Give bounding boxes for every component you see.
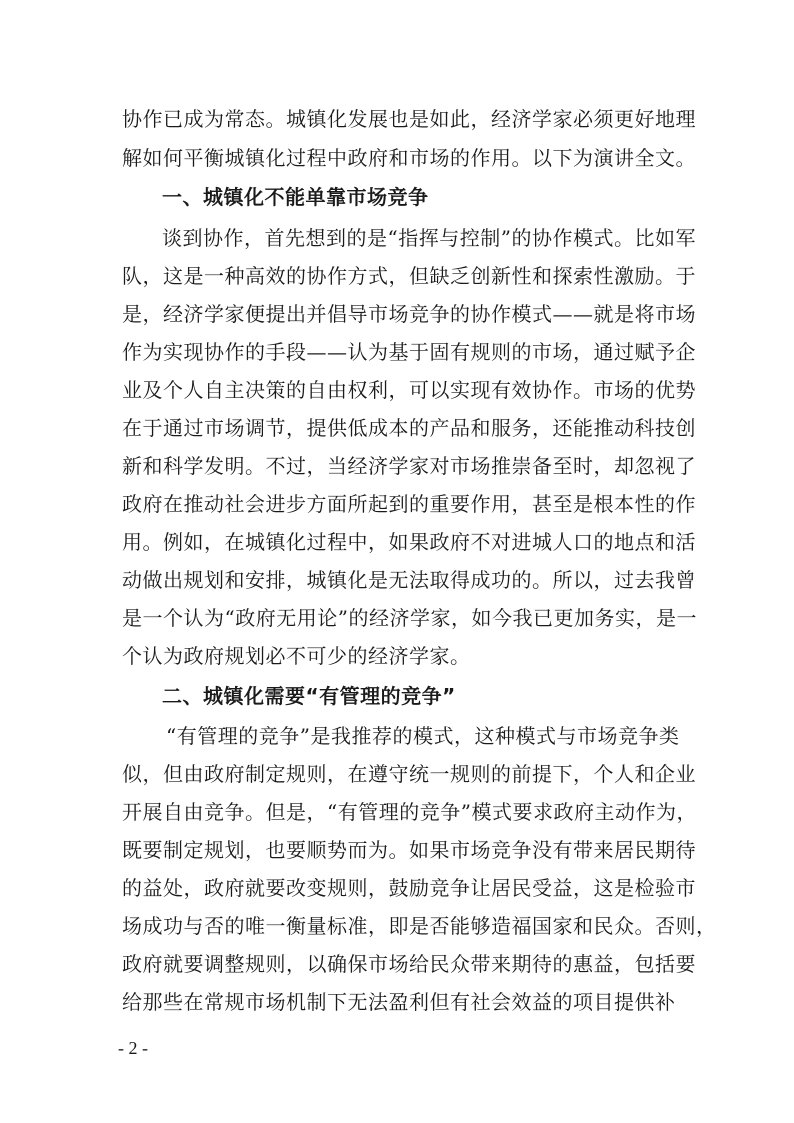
paragraph-first-line: 谈到协作，首先想到的是“指挥与控制”的协作模式。比如军 (162, 226, 696, 250)
paragraph-first-line: “有管理的竞争”是我推荐的模式，这种模式与市场竞争类 (166, 724, 680, 748)
body-line: 的益处，政府就要改变规则，鼓励竞争让居民受益，这是检验市 (122, 876, 696, 900)
body-line: 业及个人自主决策的自由权利，可以实现有效协作。市场的优势 (122, 378, 696, 402)
body-line: 个认为政府规划必不可少的经济学家。 (122, 644, 471, 668)
page-number: - 2 - (118, 1038, 148, 1058)
body-line: 政府在推动社会进步方面所起到的重要作用，甚至是根本性的作 (122, 492, 696, 516)
section-heading-2: 二、城镇化需要“有管理的竞争” (162, 684, 456, 708)
body-line: 动做出规划和安排，城镇化是无法取得成功的。所以，过去我曾 (122, 568, 696, 592)
body-line: 作为实现协作的手段——认为基于固有规则的市场，通过赋予企 (122, 340, 696, 364)
body-line: 新和科学发明。不过，当经济学家对市场推崇备至时，却忽视了 (122, 454, 696, 478)
body-line: 用。例如，在城镇化过程中，如果政府不对进城人口的地点和活 (122, 530, 696, 554)
body-line: 既要制定规划，也要顺势而为。如果市场竞争没有带来居民期待 (122, 838, 696, 862)
body-line: 在于通过市场调节，提供低成本的产品和服务，还能推动科技创 (122, 416, 696, 440)
body-line: 给那些在常规市场机制下无法盈利但有社会效益的项目提供补 (122, 990, 676, 1014)
body-line: 队，这是一种高效的协作方式，但缺乏创新性和探索性激励。于 (122, 264, 696, 288)
body-line: 是，经济学家便提出并倡导市场竞争的协作模式——就是将市场 (122, 302, 696, 326)
body-line: 开展自由竞争。但是，“有管理的竞争”模式要求政府主动作为， (122, 800, 697, 824)
body-line: 场成功与否的唯一衡量标准，即是否能够造福国家和民众。否则， (122, 914, 717, 938)
body-line: 协作已成为常态。城镇化发展也是如此，经济学家必须更好地理 (122, 107, 696, 131)
body-line: 政府就要调整规则，以确保市场给民众带来期待的惠益，包括要 (122, 952, 696, 976)
section-heading-1: 一、城镇化不能单靠市场竞争 (162, 185, 429, 209)
body-line: 是一个认为“政府无用论”的经济学家，如今我已更加务实，是一 (122, 606, 697, 630)
body-line: 解如何平衡城镇化过程中政府和市场的作用。以下为演讲全文。 (122, 146, 696, 170)
body-line: 似，但由政府制定规则，在遵守统一规则的前提下，个人和企业 (122, 762, 696, 786)
